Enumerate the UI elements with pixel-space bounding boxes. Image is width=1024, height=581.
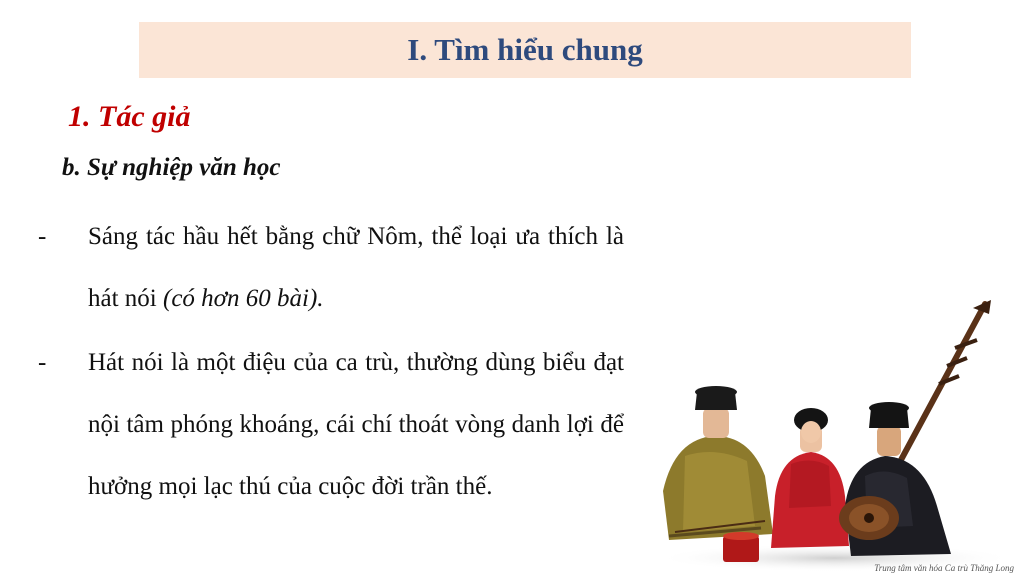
section-heading: 1. Tác giả	[68, 100, 191, 133]
bullet-text: Hát nói là một điệu của ca trù, thường dùng biểu đạt nội tâm phóng khoáng, cái chí thoát vòng danh lợi để hưởng mọi lạc thú của cuộc đời trần thế.	[88, 349, 624, 500]
photo-caption: Trung tâm văn hóa Ca trù Thăng Long	[874, 563, 1014, 573]
bullet-text-main: Sáng tác hầu hết bằng chữ Nôm, thể loại ưa thích là hát nói	[88, 223, 624, 312]
title-bar	[139, 22, 911, 78]
bullet-item	[38, 332, 624, 518]
bullet-item	[38, 206, 624, 330]
bullet-marker: -	[38, 223, 47, 250]
ca-tru-performers-photo	[655, 296, 1024, 576]
bullet-text	[88, 206, 624, 330]
bullet-marker: -	[38, 349, 47, 376]
bullet-text-italic: (có hơn 60 bài).	[163, 285, 324, 312]
slide-title: I. Tìm hiểu chung	[407, 32, 643, 67]
sub-heading: b. Sự nghiệp văn học	[62, 154, 281, 181]
bullet-list	[38, 206, 624, 520]
performers-illustration	[655, 296, 1024, 576]
